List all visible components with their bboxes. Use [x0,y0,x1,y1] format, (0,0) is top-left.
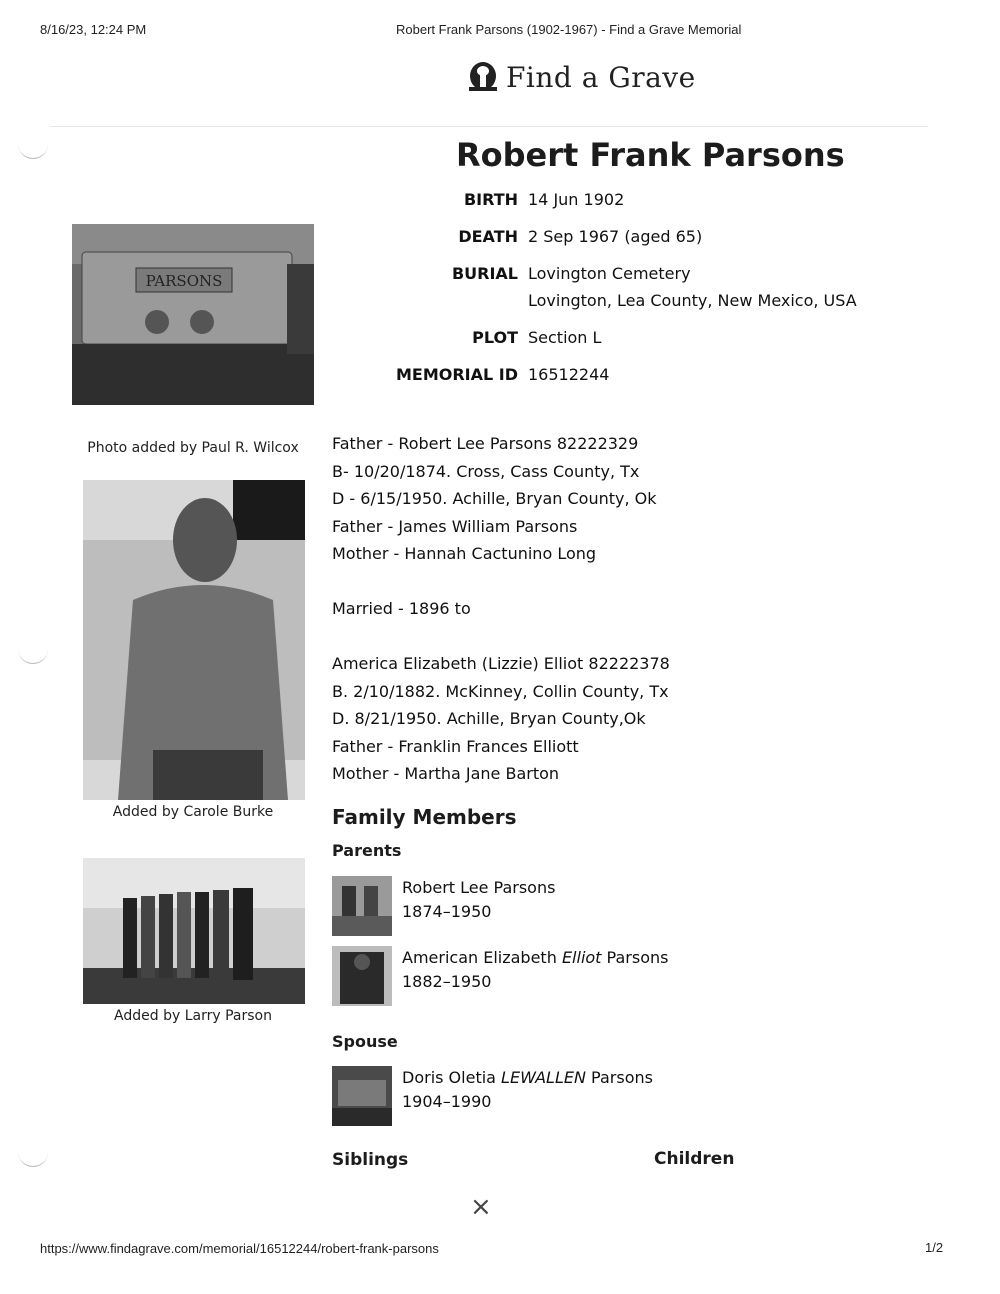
photo-caption: Photo added by Paul R. Wilcox [87,440,299,456]
bio [332,430,752,788]
member-photo[interactable] [332,1066,392,1126]
fact-value: 16512244 [528,365,610,384]
fact-label: BIRTH [463,190,518,209]
binder-mark [18,1148,48,1167]
family-member-parent[interactable] [332,946,668,1006]
bio-line: Father - James William Parsons [332,516,578,536]
family-members-heading: Family Members [332,805,517,829]
bio-line [332,568,752,596]
parents-heading: Parents [332,841,402,860]
member-name[interactable]: American Elizabeth Elliot Parsons [402,948,669,967]
bio-line: Father - Franklin Frances Elliott [332,736,579,756]
member-years: 1874–1950 [402,902,492,921]
member-photo[interactable] [332,876,392,936]
bio-line: Father - Robert Lee Parsons 82222329 [332,434,639,453]
bio-line: America Elizabeth (Lizzie) Elliot 82222378 [332,654,670,673]
group-photo[interactable] [83,858,305,1004]
logo-icon [466,58,500,96]
member-name[interactable]: Robert Lee Parsons [402,878,556,897]
binder-mark [18,645,48,664]
print-page-number: 1/2 [925,1240,944,1255]
logo-text: Find a Grave [506,60,696,94]
header-divider [50,126,928,127]
portrait-photo[interactable] [83,480,305,800]
children-heading: Children [654,1149,735,1169]
member-name[interactable]: Doris Oletia LEWALLEN Parsons [402,1068,653,1087]
photo-caption: Added by Carole Burke [112,804,274,820]
memorial-facts [380,186,868,398]
siblings-heading: Siblings [332,1150,409,1170]
burial-cemetery-link[interactable]: Lovington Cemetery [528,264,691,283]
family-member-spouse[interactable] [332,1066,653,1126]
bio-line: Mother - Hannah Cactunino Long [332,544,597,563]
burial-location: Lovington, Lea County, New Mexico, USA [528,291,857,310]
bio-line: B- 10/20/1874. Cross, Cass County, Tx [332,461,640,481]
binder-mark [18,140,48,159]
member-years: 1904–1990 [402,1092,492,1111]
fact-plot [380,324,868,351]
bio-line: Mother - Martha Jane Barton [332,764,560,783]
member-years: 1882–1950 [402,972,492,991]
memorial-name: Robert Frank Parsons [456,136,845,174]
headstone-photo[interactable] [72,224,314,405]
family-member-parent[interactable] [332,876,555,936]
headstone-text: PARSONS [145,272,223,290]
print-datetime: 8/16/23, 12:24 PM [40,22,147,37]
print-page-title: Robert Frank Parsons (1902-1967) - Find a Grave Memorial [396,22,742,37]
photo-caption: Added by Larry Parson [114,1008,272,1024]
fact-death [380,223,868,250]
fact-label: PLOT [472,328,518,347]
print-url: https://www.findagrave.com/memorial/16512244/robert-frank-parsons [40,1241,439,1256]
bio-line: D. 8/21/1950. Achille, Bryan County,Ok [332,709,646,728]
member-photo[interactable] [332,946,392,1006]
fact-label: BURIAL [451,264,518,283]
fact-label: DEATH [458,227,518,246]
bio-line: B. 2/10/1882. McKinney, Collin County, Tx [332,681,669,701]
fact-memorial-id [380,361,868,388]
bio-line: D - 6/15/1950. Achille, Bryan County, Ok [332,489,657,508]
findagrave-logo[interactable] [466,58,696,96]
fact-label: MEMORIAL ID [395,365,518,384]
bio-line [332,623,752,651]
fact-value: 2 Sep 1967 (aged 65) [528,227,703,246]
fact-burial [380,260,868,314]
close-icon[interactable]: × [470,1192,492,1222]
fact-value: 14 Jun 1902 [528,190,625,209]
spouse-heading: Spouse [332,1032,398,1051]
bio-line: Married - 1896 to [332,599,471,618]
fact-value: Section L [528,328,602,347]
fact-birth [380,186,868,213]
